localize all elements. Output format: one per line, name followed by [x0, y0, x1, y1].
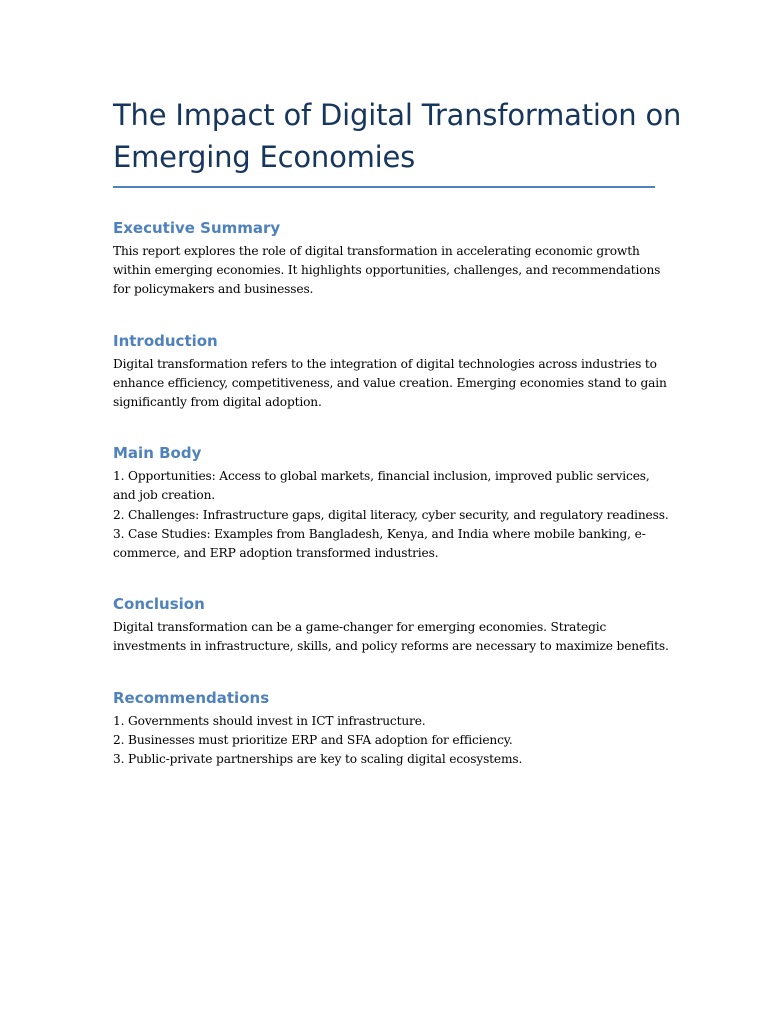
section-introduction — [113, 331, 667, 413]
document-title — [113, 94, 682, 178]
title-underline — [113, 186, 655, 188]
body-line: commerce, and ERP adoption transformed industries. — [113, 546, 439, 561]
body-line: and job creation. — [113, 488, 216, 503]
title-line: The Impact of Digital Transformation on — [113, 98, 682, 132]
document-content — [113, 94, 682, 769]
section-body — [113, 618, 669, 656]
body-line: 2. Businesses must prioritize ERP and SFA adoption for efficiency. — [113, 732, 513, 747]
section-heading: Recommendations — [113, 688, 270, 707]
section-body — [113, 712, 655, 770]
section-body — [113, 355, 667, 413]
body-line: 2. Challenges: Infrastructure gaps, digital literacy, cyber security, and regulatory readiness. — [113, 507, 669, 522]
section-executive-summary — [113, 218, 661, 300]
section-body — [113, 242, 661, 300]
body-line: investments in infrastructure, skills, and policy reforms are necessary to maximize benefits. — [113, 639, 669, 654]
body-line: 3. Public-private partnerships are key to scaling digital ecosystems. — [113, 752, 523, 767]
body-line: This report explores the role of digital transformation in accelerating economic growth — [113, 244, 640, 258]
body-line: within emerging economies. It highlights opportunities, challenges, and recommendations — [113, 263, 661, 278]
body-line: Digital transformation refers to the integration of digital technologies across industries to — [113, 356, 657, 371]
body-line: 1. Opportunities: Access to global markets, financial inclusion, improved public services, — [113, 469, 650, 484]
section-recommendations — [113, 688, 655, 770]
title-line: Emerging Economies — [113, 140, 416, 174]
section-heading: Conclusion — [113, 595, 205, 614]
body-line: for policymakers and businesses. — [113, 282, 314, 297]
body-line: enhance efficiency, competitiveness, and value creation. Emerging economies stand to gain — [113, 375, 667, 390]
section-heading: Main Body — [113, 444, 202, 463]
section-heading: Executive Summary — [113, 219, 281, 237]
section-heading: Introduction — [113, 331, 218, 350]
section-main-body — [113, 443, 669, 563]
body-line: significantly from digital adoption. — [113, 395, 322, 410]
body-line: 1. Governments should invest in ICT infrastructure. — [113, 713, 426, 728]
section-body — [113, 467, 669, 563]
body-line: 3. Case Studies: Examples from Bangladesh, Kenya, and India where mobile banking, e- — [113, 526, 646, 541]
body-line: Digital transformation can be a game-changer for emerging economies. Strategic — [113, 620, 607, 635]
section-conclusion — [113, 594, 669, 656]
